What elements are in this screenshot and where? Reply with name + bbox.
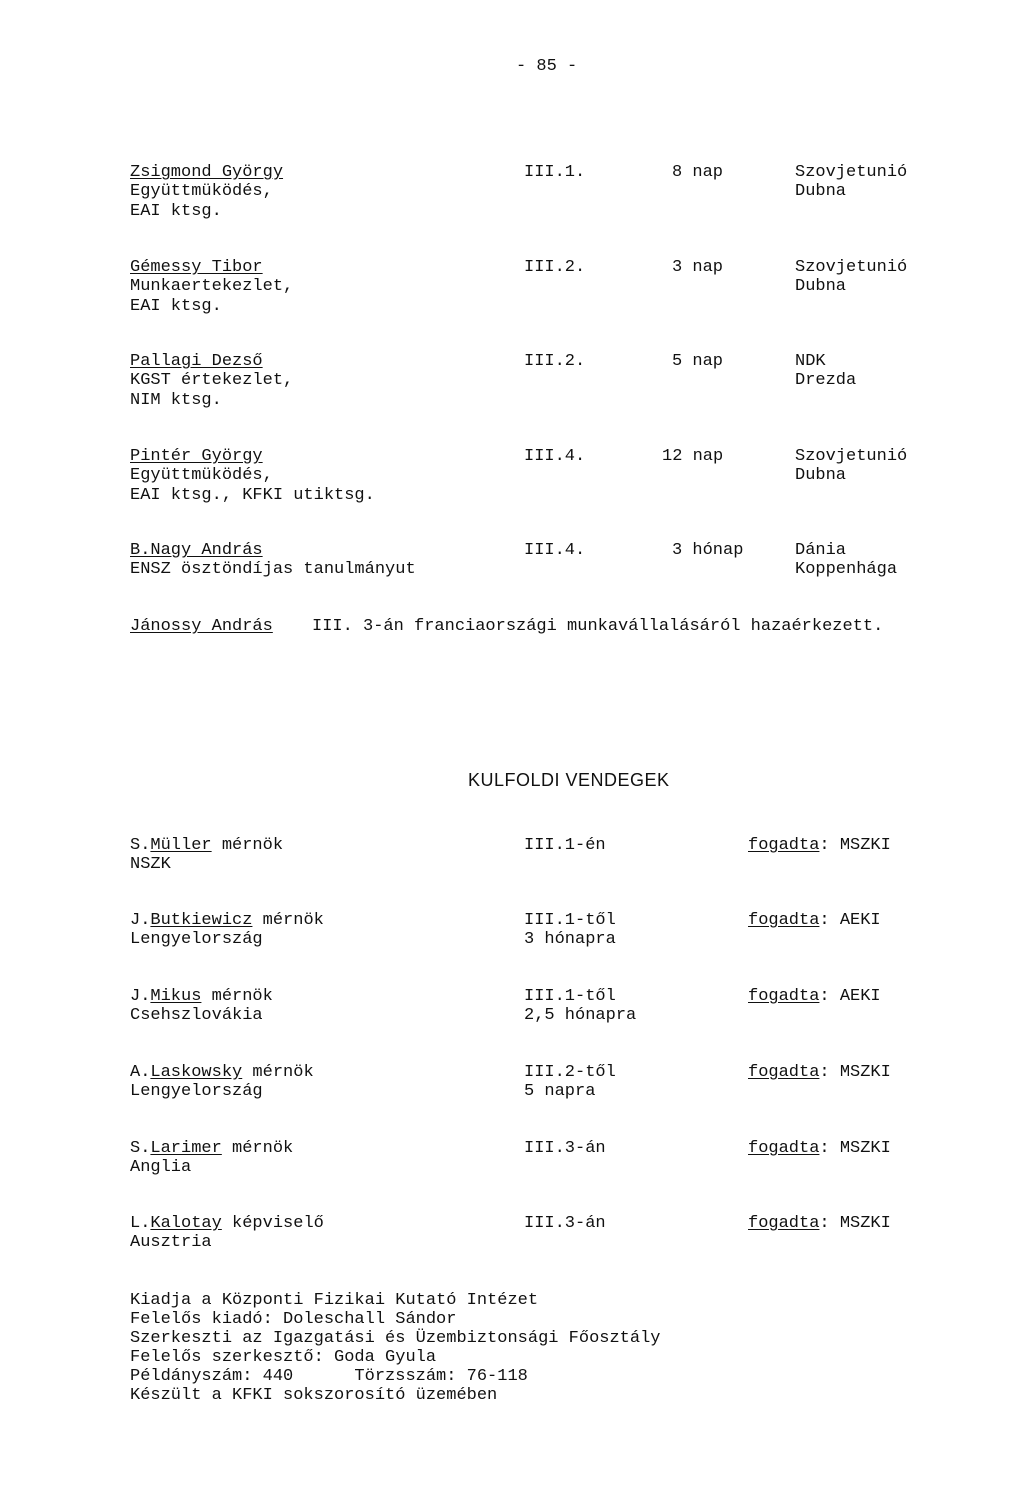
colophon-line: Felelős kiadó: Doleschall Sándor: [130, 1310, 457, 1329]
guest-country: Csehszlovákia: [130, 1006, 263, 1025]
received-by: : MSZKI: [819, 1139, 891, 1158]
colophon-line: Szerkeszti az Igazgatási és Üzembiztonsági Főosztály: [130, 1329, 661, 1348]
guest-date: III.1-től: [524, 987, 616, 1006]
travel-city: Koppenhága: [795, 560, 898, 579]
guest-country: Lengyelország: [130, 1082, 263, 1101]
travel-city: Dubna: [795, 277, 847, 296]
received-by: : MSZKI: [819, 836, 891, 855]
received-label: fogadta: [748, 911, 820, 930]
travel-country: Szovjetunió: [795, 258, 908, 277]
guest-stay: 5 napra: [524, 1082, 596, 1101]
guest-host-line: [748, 836, 891, 855]
travel-duration: 8 nap: [672, 163, 724, 182]
colophon-line: Példányszám: 440 Törzsszám: 76-118: [130, 1367, 528, 1386]
travel-purpose: ENSZ ösztöndíjas tanulmányut: [130, 560, 416, 579]
travel-date: III.4.: [524, 447, 586, 466]
guest-initial: A.: [130, 1063, 151, 1082]
travel-duration: 3 nap: [672, 258, 724, 277]
guest-country: Anglia: [130, 1158, 192, 1177]
guest-surname: Kalotay: [150, 1214, 222, 1233]
guest-host-line: [748, 911, 881, 930]
guest-host-line: [748, 1063, 891, 1082]
guest-surname: Butkiewicz: [150, 911, 253, 930]
travel-duration: 3 hónap: [672, 541, 744, 560]
guest-country: Ausztria: [130, 1233, 212, 1252]
travel-date: III.2.: [524, 258, 586, 277]
travel-funding: EAI ktsg.: [130, 202, 222, 221]
travel-city: Drezda: [795, 371, 857, 390]
guest-host-line: [748, 1139, 891, 1158]
guest-role: mérnök: [252, 911, 324, 930]
travel-duration: 5 nap: [672, 352, 724, 371]
travel-purpose: Együttmüködés,: [130, 182, 273, 201]
received-label: fogadta: [748, 1139, 820, 1158]
travel-date: III.1.: [524, 163, 586, 182]
travel-city: Dubna: [795, 466, 847, 485]
received-label: fogadta: [748, 1063, 820, 1082]
guest-date: III.1-től: [524, 911, 616, 930]
guest-name-line: [130, 1063, 314, 1082]
returnee-name: Jánossy András: [130, 617, 273, 636]
travel-date: III.4.: [524, 541, 586, 560]
travel-date: III.2.: [524, 352, 586, 371]
travel-purpose: Együttmüködés,: [130, 466, 273, 485]
guest-surname: Mikus: [150, 987, 202, 1006]
guest-role: képviselő: [221, 1214, 324, 1233]
colophon-line: Készült a KFKI sokszorosító üzemében: [130, 1386, 498, 1405]
guest-country: NSZK: [130, 855, 171, 874]
received-label: fogadta: [748, 1214, 820, 1233]
received-by: : MSZKI: [819, 1214, 891, 1233]
guest-initial: S.: [130, 1139, 151, 1158]
guest-stay: 3 hónapra: [524, 930, 616, 949]
guest-name-line: [130, 911, 324, 930]
guest-role: mérnök: [242, 1063, 314, 1082]
colophon-line: Kiadja a Központi Fizikai Kutató Intézet: [130, 1291, 539, 1310]
traveler-name: Gémessy Tibor: [130, 258, 263, 277]
colophon-line: Felelős szerkesztő: Goda Gyula: [130, 1348, 437, 1367]
traveler-name: Pallagi Dezső: [130, 352, 263, 371]
guest-role: mérnök: [221, 1139, 294, 1158]
received-label: fogadta: [748, 987, 820, 1006]
guest-name-line: [130, 1214, 324, 1233]
guest-initial: J.: [130, 987, 151, 1006]
travel-country: NDK: [795, 352, 826, 371]
section-title: KULFOLDI VENDEGEK: [468, 770, 670, 790]
travel-funding: NIM ktsg.: [130, 391, 222, 410]
travel-country: Szovjetunió: [795, 163, 908, 182]
travel-funding: EAI ktsg., KFKI utiktsg.: [130, 486, 375, 505]
travel-funding: EAI ktsg.: [130, 297, 222, 316]
travel-purpose: KGST értekezlet,: [130, 371, 294, 390]
received-by: : MSZKI: [819, 1063, 891, 1082]
guest-surname: Müller: [150, 836, 212, 855]
guest-initial: J.: [130, 911, 151, 930]
travel-duration: 12 nap: [662, 447, 724, 466]
guest-name-line: [130, 836, 283, 855]
return-note-text: III. 3-án franciaországi munkavállalásáról hazaérkezett.: [312, 617, 884, 636]
guest-initial: S.: [130, 836, 151, 855]
received-label: fogadta: [748, 836, 820, 855]
guest-date: III.3-án: [524, 1139, 606, 1158]
travel-city: Dubna: [795, 182, 847, 201]
guest-surname: Larimer: [150, 1139, 222, 1158]
travel-purpose: Munkaertekezlet,: [130, 277, 294, 296]
travel-country: Dánia: [795, 541, 847, 560]
received-by: : AEKI: [819, 987, 881, 1006]
received-by: : AEKI: [819, 911, 881, 930]
guest-stay: 2,5 hónapra: [524, 1006, 637, 1025]
traveler-name: Pintér György: [130, 447, 263, 466]
guest-host-line: [748, 987, 881, 1006]
guest-host-line: [748, 1214, 891, 1233]
guest-surname: Laskowsky: [150, 1063, 243, 1082]
page-number: - 85 -: [516, 57, 578, 76]
guest-date: III.1-én: [524, 836, 606, 855]
traveler-name: Zsigmond György: [130, 163, 284, 182]
traveler-name: B.Nagy András: [130, 541, 263, 560]
guest-name-line: [130, 1139, 293, 1158]
guest-initial: L.: [130, 1214, 151, 1233]
guest-date: III.2-től: [524, 1063, 616, 1082]
guest-name-line: [130, 987, 273, 1006]
guest-date: III.3-án: [524, 1214, 606, 1233]
travel-country: Szovjetunió: [795, 447, 908, 466]
guest-role: mérnök: [201, 987, 273, 1006]
guest-role: mérnök: [211, 836, 284, 855]
guest-country: Lengyelország: [130, 930, 263, 949]
